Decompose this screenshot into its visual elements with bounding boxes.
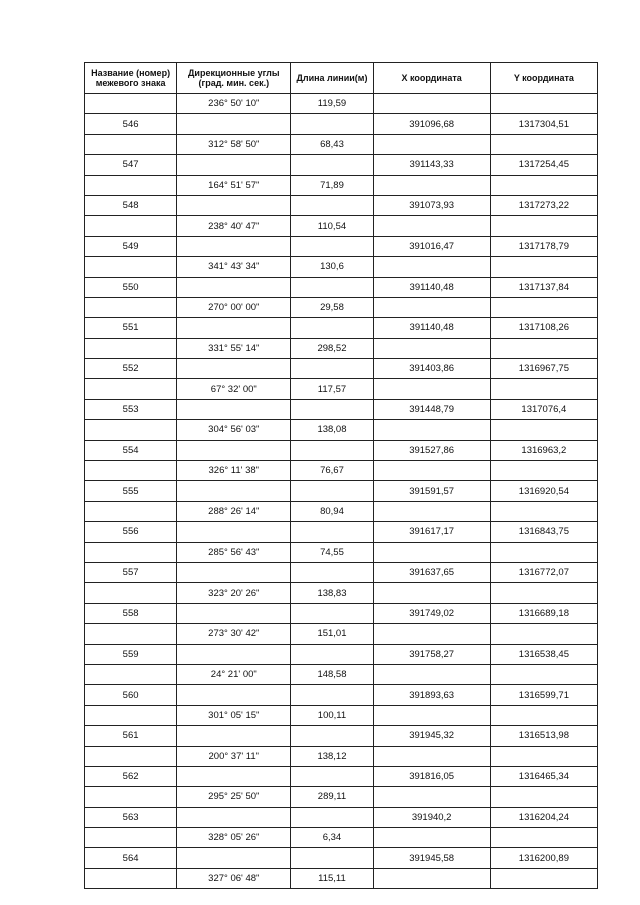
point-name-cell	[85, 338, 177, 358]
length-cell	[291, 155, 373, 175]
x-cell	[373, 297, 490, 317]
point-row	[85, 155, 598, 175]
segment-row	[85, 664, 598, 684]
point-name-cell	[85, 705, 177, 725]
bearing-cell: 327° 06' 48"	[177, 868, 291, 888]
bearing-cell	[177, 562, 291, 582]
y-cell	[490, 705, 597, 725]
x-cell	[373, 134, 490, 154]
bearing-cell	[177, 644, 291, 664]
y-cell: 1316538,45	[490, 644, 597, 664]
header-point-name: Название (номер) межевого знака	[85, 63, 177, 94]
bearing-cell: 312° 58' 50"	[177, 134, 291, 154]
bearing-cell	[177, 603, 291, 623]
point-row	[85, 726, 598, 746]
segment-row	[85, 216, 598, 236]
point-name-cell	[85, 501, 177, 521]
x-cell: 391893,63	[373, 685, 490, 705]
bearing-cell	[177, 114, 291, 134]
point-name-cell: 564	[85, 848, 177, 868]
x-cell	[373, 828, 490, 848]
y-cell: 1316772,07	[490, 562, 597, 582]
point-name-cell: 548	[85, 195, 177, 215]
x-cell: 391140,48	[373, 277, 490, 297]
point-name-cell: 559	[85, 644, 177, 664]
y-cell: 1316967,75	[490, 359, 597, 379]
y-cell	[490, 583, 597, 603]
y-cell: 1316963,2	[490, 440, 597, 460]
y-cell	[490, 542, 597, 562]
bearing-cell: 328° 05' 26"	[177, 828, 291, 848]
x-cell	[373, 664, 490, 684]
bearing-cell: 323° 20' 26"	[177, 583, 291, 603]
x-cell	[373, 216, 490, 236]
header-x: X координата	[373, 63, 490, 94]
bearing-cell	[177, 399, 291, 419]
length-cell: 68,43	[291, 134, 373, 154]
bearing-cell: 288° 26' 14"	[177, 501, 291, 521]
point-name-cell: 563	[85, 807, 177, 827]
y-cell: 1316200,89	[490, 848, 597, 868]
x-cell: 391403,86	[373, 359, 490, 379]
header-bearing: Дирекционные углы (град. мин. сек.)	[177, 63, 291, 94]
length-cell	[291, 807, 373, 827]
bearing-cell	[177, 848, 291, 868]
x-cell: 391637,65	[373, 562, 490, 582]
bearing-cell	[177, 766, 291, 786]
point-name-cell	[85, 828, 177, 848]
x-cell: 391940,2	[373, 807, 490, 827]
length-cell	[291, 440, 373, 460]
bearing-cell: 236° 50' 10"	[177, 94, 291, 114]
segment-row	[85, 379, 598, 399]
point-name-cell	[85, 461, 177, 481]
y-cell: 1316204,24	[490, 807, 597, 827]
bearing-cell: 285° 56' 43"	[177, 542, 291, 562]
segment-row	[85, 705, 598, 725]
x-cell: 391945,58	[373, 848, 490, 868]
bearing-cell: 238° 40' 47"	[177, 216, 291, 236]
y-cell	[490, 461, 597, 481]
bearing-cell	[177, 318, 291, 338]
length-cell	[291, 562, 373, 582]
y-cell	[490, 297, 597, 317]
y-cell: 1316843,75	[490, 522, 597, 542]
length-cell	[291, 685, 373, 705]
segment-row	[85, 134, 598, 154]
point-name-cell: 557	[85, 562, 177, 582]
point-name-cell	[85, 216, 177, 236]
x-cell: 391816,05	[373, 766, 490, 786]
length-cell: 74,55	[291, 542, 373, 562]
segment-row	[85, 501, 598, 521]
bearing-cell: 295° 25' 50"	[177, 787, 291, 807]
length-cell	[291, 399, 373, 419]
x-cell: 391527,86	[373, 440, 490, 460]
y-cell: 1316465,34	[490, 766, 597, 786]
bearing-cell	[177, 522, 291, 542]
x-cell	[373, 624, 490, 644]
length-cell: 29,58	[291, 297, 373, 317]
bearing-cell: 270° 00' 00"	[177, 297, 291, 317]
length-cell	[291, 848, 373, 868]
y-cell	[490, 338, 597, 358]
table-header	[85, 63, 598, 94]
length-cell	[291, 195, 373, 215]
point-name-cell	[85, 746, 177, 766]
length-cell: 71,89	[291, 175, 373, 195]
length-cell: 110,54	[291, 216, 373, 236]
y-cell: 1317108,26	[490, 318, 597, 338]
point-name-cell	[85, 297, 177, 317]
point-name-cell	[85, 664, 177, 684]
point-row	[85, 766, 598, 786]
boundary-coordinates-table	[84, 62, 598, 889]
point-name-cell: 552	[85, 359, 177, 379]
y-cell	[490, 257, 597, 277]
point-name-cell: 551	[85, 318, 177, 338]
point-name-cell	[85, 542, 177, 562]
point-name-cell: 561	[85, 726, 177, 746]
point-row	[85, 603, 598, 623]
x-cell	[373, 257, 490, 277]
x-cell: 391945,32	[373, 726, 490, 746]
bearing-cell	[177, 359, 291, 379]
bearing-cell: 200° 37' 11"	[177, 746, 291, 766]
length-cell: 138,83	[291, 583, 373, 603]
header-y: Y координата	[490, 63, 597, 94]
length-cell: 130,6	[291, 257, 373, 277]
y-cell	[490, 664, 597, 684]
x-cell	[373, 583, 490, 603]
point-name-cell: 549	[85, 236, 177, 256]
point-name-cell: 550	[85, 277, 177, 297]
y-cell: 1316920,54	[490, 481, 597, 501]
length-cell	[291, 522, 373, 542]
point-row	[85, 522, 598, 542]
segment-row	[85, 787, 598, 807]
segment-row	[85, 297, 598, 317]
bearing-cell: 273° 30' 42"	[177, 624, 291, 644]
y-cell	[490, 501, 597, 521]
point-name-cell: 558	[85, 603, 177, 623]
table-body	[85, 94, 598, 889]
point-row	[85, 399, 598, 419]
point-name-cell	[85, 379, 177, 399]
point-name-cell	[85, 94, 177, 114]
bearing-cell	[177, 440, 291, 460]
length-cell: 151,01	[291, 624, 373, 644]
length-cell: 80,94	[291, 501, 373, 521]
bearing-cell: 164° 51' 57"	[177, 175, 291, 195]
length-cell: 117,57	[291, 379, 373, 399]
x-cell	[373, 705, 490, 725]
length-cell: 298,52	[291, 338, 373, 358]
point-name-cell	[85, 868, 177, 888]
point-name-cell: 560	[85, 685, 177, 705]
point-name-cell	[85, 257, 177, 277]
point-name-cell	[85, 583, 177, 603]
x-cell	[373, 338, 490, 358]
point-row	[85, 195, 598, 215]
segment-row	[85, 420, 598, 440]
length-cell	[291, 726, 373, 746]
point-name-cell: 554	[85, 440, 177, 460]
point-name-cell	[85, 420, 177, 440]
bearing-cell: 304° 56' 03"	[177, 420, 291, 440]
length-cell: 76,67	[291, 461, 373, 481]
point-row	[85, 644, 598, 664]
segment-row	[85, 461, 598, 481]
point-row	[85, 685, 598, 705]
length-cell	[291, 603, 373, 623]
point-row	[85, 114, 598, 134]
x-cell	[373, 542, 490, 562]
point-name-cell	[85, 175, 177, 195]
segment-row	[85, 583, 598, 603]
x-cell: 391016,47	[373, 236, 490, 256]
bearing-cell: 301° 05' 15"	[177, 705, 291, 725]
x-cell	[373, 746, 490, 766]
length-cell	[291, 766, 373, 786]
segment-row	[85, 624, 598, 644]
point-row	[85, 481, 598, 501]
length-cell	[291, 236, 373, 256]
x-cell	[373, 379, 490, 399]
y-cell	[490, 134, 597, 154]
y-cell	[490, 746, 597, 766]
length-cell	[291, 359, 373, 379]
y-cell	[490, 420, 597, 440]
x-cell: 391448,79	[373, 399, 490, 419]
y-cell	[490, 379, 597, 399]
bearing-cell	[177, 481, 291, 501]
header-row	[85, 63, 598, 94]
length-cell	[291, 481, 373, 501]
bearing-cell	[177, 726, 291, 746]
header-length: Длина линии(м)	[291, 63, 373, 94]
point-name-cell: 555	[85, 481, 177, 501]
point-name-cell: 562	[85, 766, 177, 786]
point-row	[85, 807, 598, 827]
point-name-cell	[85, 787, 177, 807]
bearing-cell	[177, 195, 291, 215]
y-cell: 1317178,79	[490, 236, 597, 256]
segment-row	[85, 257, 598, 277]
length-cell: 115,11	[291, 868, 373, 888]
y-cell	[490, 175, 597, 195]
y-cell	[490, 828, 597, 848]
x-cell: 391758,27	[373, 644, 490, 664]
segment-row	[85, 175, 598, 195]
y-cell	[490, 787, 597, 807]
segment-row	[85, 828, 598, 848]
x-cell	[373, 420, 490, 440]
bearing-cell: 326° 11' 38"	[177, 461, 291, 481]
segment-row	[85, 868, 598, 888]
x-cell: 391140,48	[373, 318, 490, 338]
point-name-cell: 547	[85, 155, 177, 175]
point-row	[85, 848, 598, 868]
length-cell: 138,12	[291, 746, 373, 766]
y-cell: 1316599,71	[490, 685, 597, 705]
y-cell	[490, 216, 597, 236]
segment-row	[85, 94, 598, 114]
x-cell: 391143,33	[373, 155, 490, 175]
length-cell: 138,08	[291, 420, 373, 440]
x-cell: 391749,02	[373, 603, 490, 623]
x-cell	[373, 868, 490, 888]
x-cell	[373, 501, 490, 521]
bearing-cell	[177, 155, 291, 175]
length-cell	[291, 114, 373, 134]
bearing-cell	[177, 685, 291, 705]
point-row	[85, 359, 598, 379]
point-row	[85, 440, 598, 460]
length-cell	[291, 318, 373, 338]
x-cell	[373, 787, 490, 807]
point-row	[85, 277, 598, 297]
y-cell: 1317273,22	[490, 195, 597, 215]
point-name-cell: 556	[85, 522, 177, 542]
length-cell: 148,58	[291, 664, 373, 684]
length-cell	[291, 644, 373, 664]
bearing-cell: 24° 21' 00"	[177, 664, 291, 684]
length-cell: 6,34	[291, 828, 373, 848]
point-row	[85, 562, 598, 582]
x-cell	[373, 461, 490, 481]
y-cell: 1317076,4	[490, 399, 597, 419]
y-cell	[490, 868, 597, 888]
y-cell	[490, 624, 597, 644]
y-cell: 1317304,51	[490, 114, 597, 134]
x-cell: 391617,17	[373, 522, 490, 542]
point-name-cell: 553	[85, 399, 177, 419]
length-cell: 100,11	[291, 705, 373, 725]
segment-row	[85, 746, 598, 766]
point-name-cell: 546	[85, 114, 177, 134]
bearing-cell	[177, 807, 291, 827]
point-name-cell	[85, 134, 177, 154]
bearing-cell	[177, 277, 291, 297]
x-cell: 391591,57	[373, 481, 490, 501]
segment-row	[85, 338, 598, 358]
length-cell	[291, 277, 373, 297]
x-cell: 391096,68	[373, 114, 490, 134]
x-cell: 391073,93	[373, 195, 490, 215]
length-cell: 119,59	[291, 94, 373, 114]
bearing-cell: 341° 43' 34"	[177, 257, 291, 277]
x-cell	[373, 94, 490, 114]
y-cell: 1316513,98	[490, 726, 597, 746]
y-cell: 1316689,18	[490, 603, 597, 623]
bearing-cell: 67° 32' 00"	[177, 379, 291, 399]
segment-row	[85, 542, 598, 562]
bearing-cell: 331° 55' 14"	[177, 338, 291, 358]
point-row	[85, 318, 598, 338]
bearing-cell	[177, 236, 291, 256]
y-cell: 1317137,84	[490, 277, 597, 297]
point-name-cell	[85, 624, 177, 644]
y-cell: 1317254,45	[490, 155, 597, 175]
x-cell	[373, 175, 490, 195]
point-row	[85, 236, 598, 256]
y-cell	[490, 94, 597, 114]
length-cell: 289,11	[291, 787, 373, 807]
